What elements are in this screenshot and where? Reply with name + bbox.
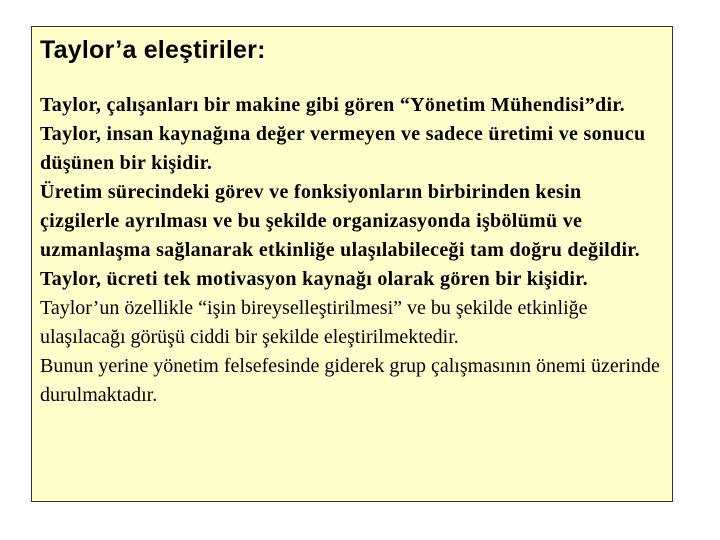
slide-title: Taylor’a eleştiriler: [40,36,266,64]
criticism-paragraph: Bunun yerine yönetim felsefesinde giderek grup çalışmasının önemi üzerinde durulmaktadır. [40,355,660,406]
slide-body [40,91,664,410]
criticism-paragraph: Taylor’un özellikle “işin bireyselleştirilmesi” ve bu şekilde etkinliğe ulaşılacağı görüşü ciddi bir şekilde eleştirilmektedir. [40,297,588,348]
criticism-paragraph: Taylor, ücreti tek motivasyon kaynağı olarak gören bir kişidir. [40,268,588,290]
criticism-paragraph: Üretim sürecindeki görev ve fonksiyonların birbirinden kesin çizgilerle ayrılması ve bu şekilde organizasyonda işbölümü ve uzmanlaşma sağlanarak etkinliğe ulaşılabileceği tam doğru değildir. [40,181,640,261]
text-box [31,26,673,502]
criticism-paragraph: Taylor, insan kaynağına değer vermeyen ve sadece üretimi ve sonucu düşünen bir kişidir. [40,123,646,174]
criticism-paragraph: Taylor, çalışanları bir makine gibi gören “Yönetim Mühendisi”dir. [40,94,625,116]
